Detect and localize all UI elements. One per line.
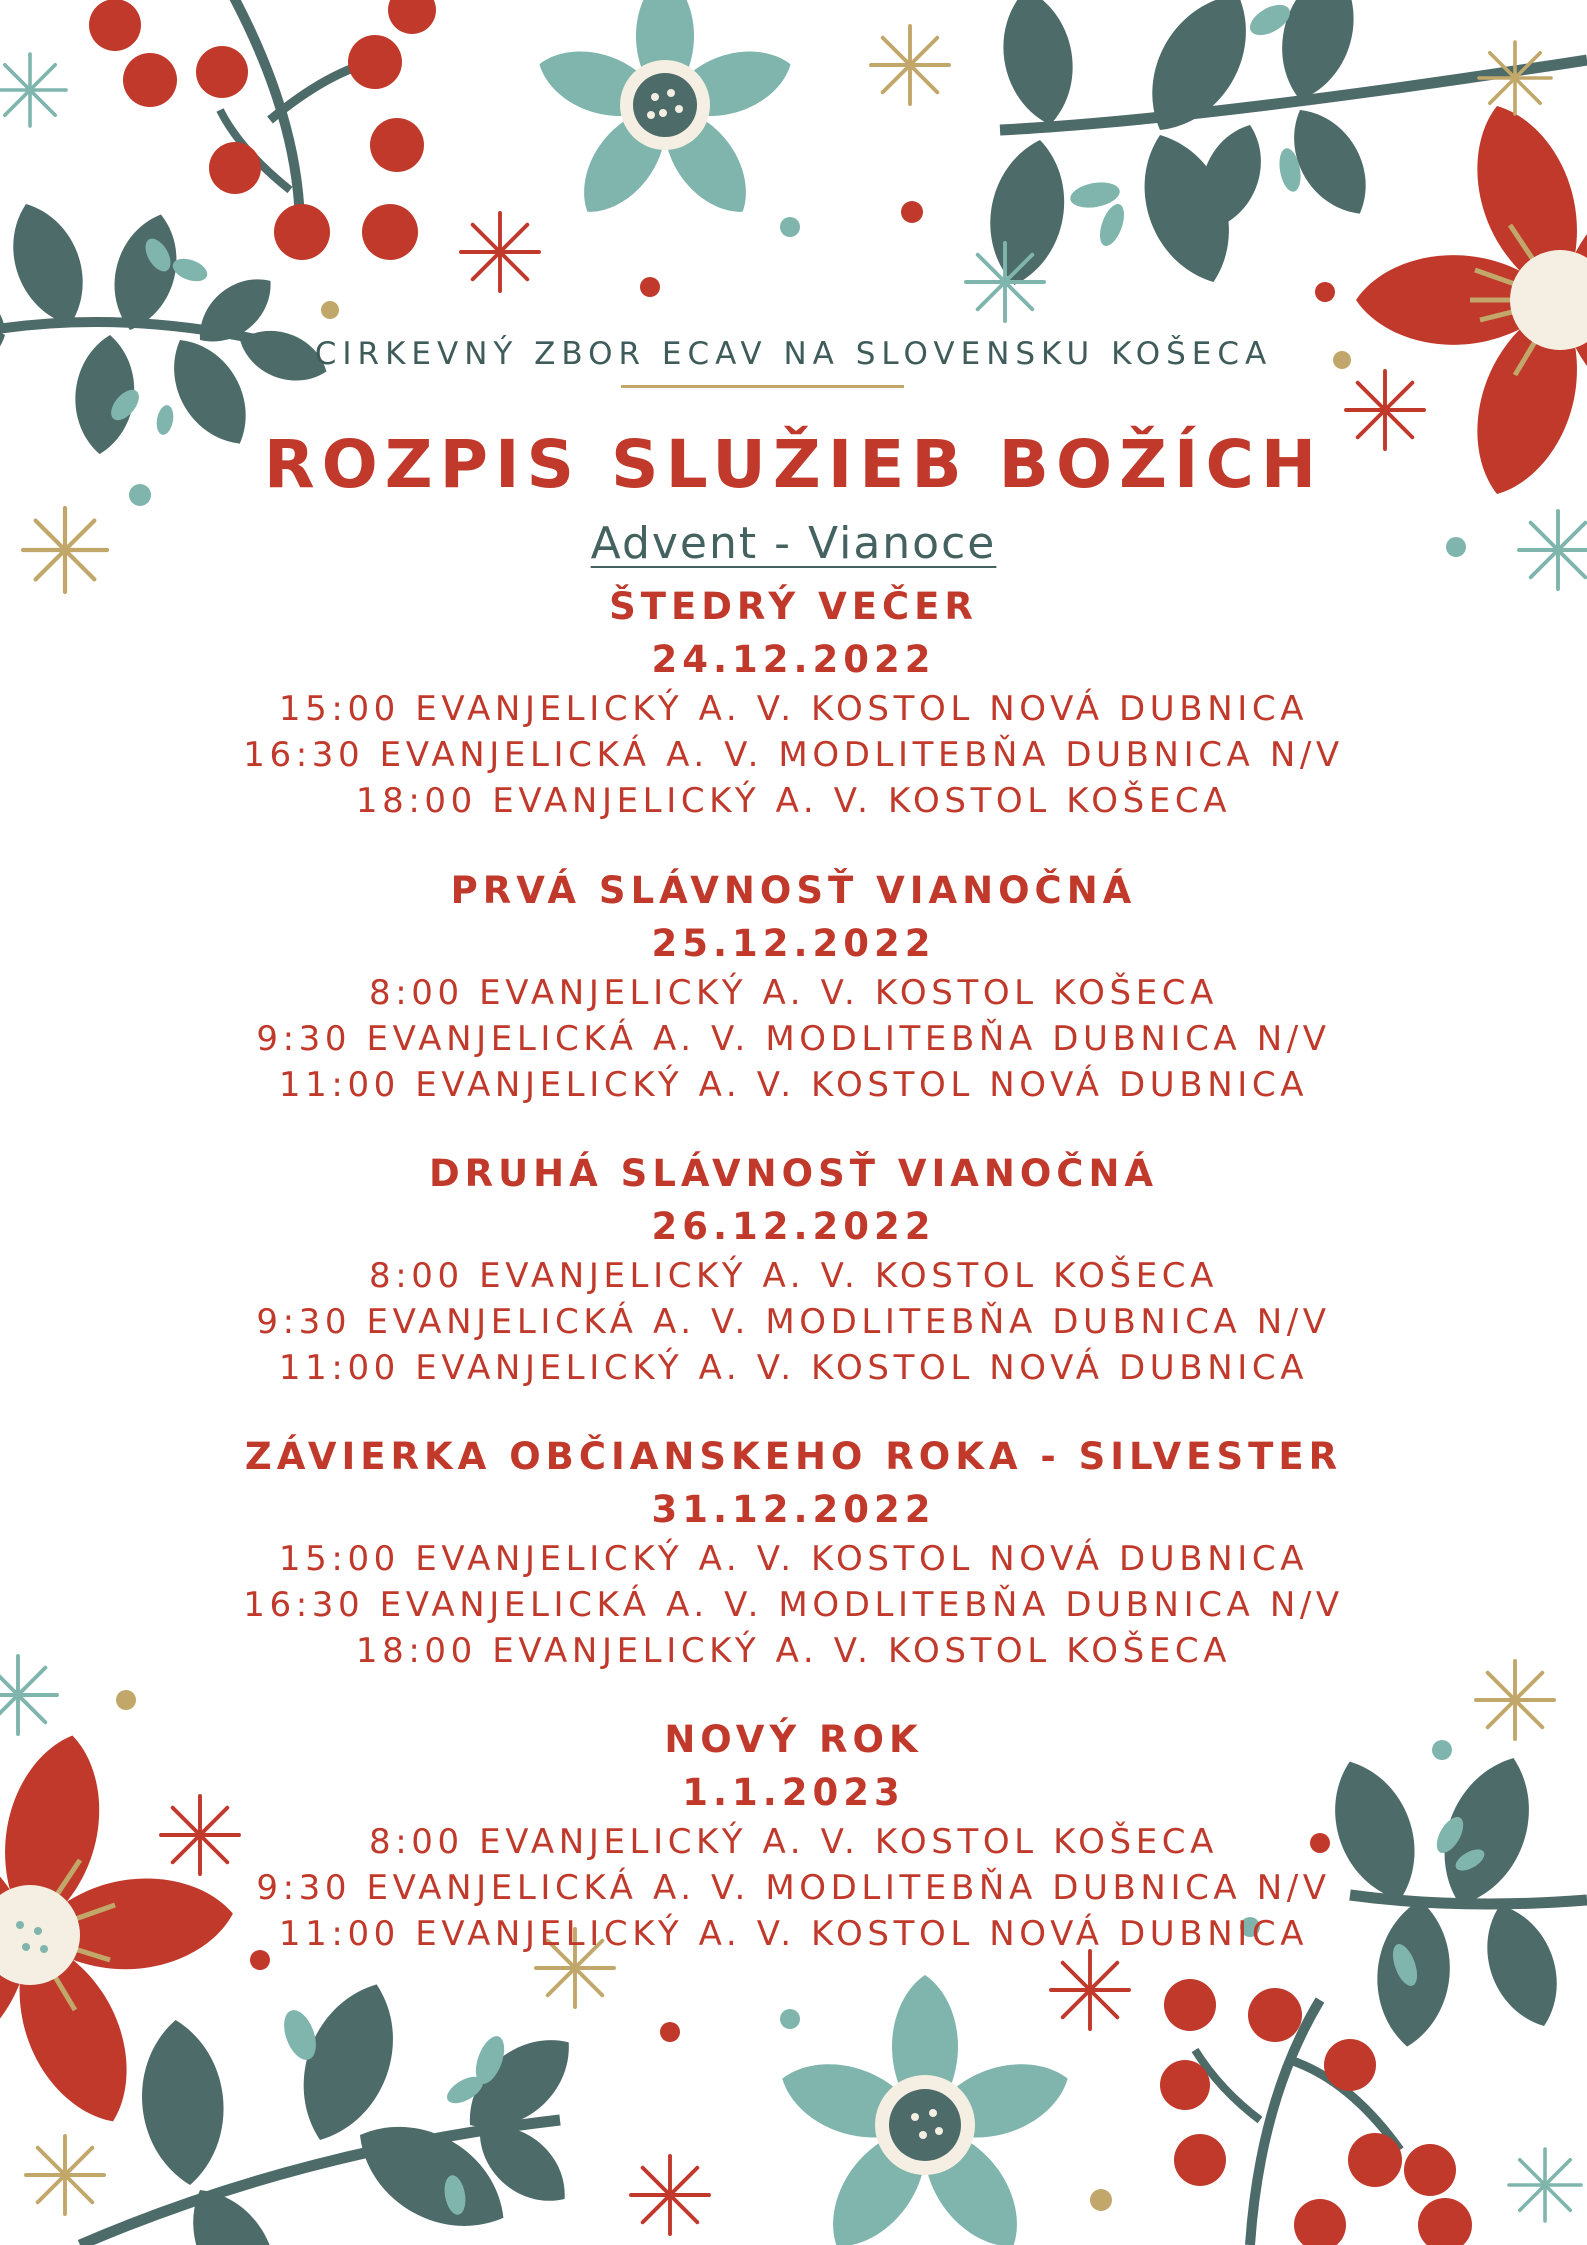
service-time-location: 11:00 EVANJELICKÝ A. V. KOSTOL NOVÁ DUBNICA [278, 1348, 1309, 1388]
organization-name: CIRKEVNÝ ZBOR ECAV NA SLOVENSKU KOŠECA [314, 336, 1273, 372]
service-block-silvester [0, 1430, 1587, 1674]
service-block-druha-slavnost [0, 1147, 1587, 1391]
service-date: 1.1.2023 [682, 1771, 905, 1814]
service-time-location: 9:30 EVANJELICKÁ A. V. MODLITEBŇA DUBNICA N/V [256, 1868, 1331, 1908]
service-time-location: 16:30 EVANJELICKÁ A. V. MODLITEBŇA DUBNICA N/V [243, 1585, 1344, 1625]
service-block-stedry-vecer [0, 580, 1587, 824]
service-time-location: 8:00 EVANJELICKÝ A. V. KOSTOL KOŠECA [369, 973, 1218, 1013]
leaf-branch-bottom-left [80, 1971, 589, 2245]
teal-flower-top [530, 0, 799, 229]
service-date: 25.12.2022 [651, 922, 936, 965]
service-time-location: 8:00 EVANJELICKÝ A. V. KOSTOL KOŠECA [369, 1256, 1218, 1296]
service-time-location: 11:00 EVANJELICKÝ A. V. KOSTOL NOVÁ DUBNICA [278, 1065, 1309, 1105]
service-time-location: 9:30 EVANJELICKÁ A. V. MODLITEBŇA DUBNICA N/V [256, 1019, 1331, 1059]
service-date: 26.12.2022 [651, 1205, 936, 1248]
service-name: DRUHÁ SLÁVNOSŤ VIANOČNÁ [428, 1152, 1159, 1195]
service-time-location: 11:00 EVANJELICKÝ A. V. KOSTOL NOVÁ DUBNICA [278, 1914, 1309, 1954]
service-name: ŠTEDRÝ VEČER [609, 585, 978, 628]
service-time-location: 15:00 EVANJELICKÝ A. V. KOSTOL NOVÁ DUBNICA [278, 1539, 1309, 1579]
holly-berry-branch-top-left [89, 0, 436, 260]
service-time-location: 8:00 EVANJELICKÝ A. V. KOSTOL KOŠECA [369, 1822, 1218, 1862]
page-subtitle: Advent - Vianoce [590, 518, 997, 569]
service-time-location: 9:30 EVANJELICKÁ A. V. MODLITEBŇA DUBNICA N/V [256, 1302, 1331, 1342]
service-name: ZÁVIERKA OBČIANSKEHO ROKA - SILVESTER [244, 1435, 1343, 1478]
page-title: ROZPIS SLUŽIEB BOŽÍCH [263, 426, 1324, 503]
teal-flower-bottom [772, 1975, 1078, 2245]
service-block-prva-slavnost [0, 864, 1587, 1108]
service-name: NOVÝ ROK [664, 1718, 923, 1761]
service-time-location: 18:00 EVANJELICKÝ A. V. KOSTOL KOŠECA [355, 1631, 1232, 1671]
service-date: 24.12.2022 [651, 638, 936, 681]
service-time-location: 16:30 EVANJELICKÁ A. V. MODLITEBŇA DUBNICA N/V [243, 735, 1344, 775]
header-divider [621, 385, 904, 388]
service-name: PRVÁ SLÁVNOSŤ VIANOČNÁ [450, 869, 1137, 912]
service-date: 31.12.2022 [651, 1488, 936, 1531]
service-time-location: 15:00 EVANJELICKÝ A. V. KOSTOL NOVÁ DUBNICA [278, 689, 1309, 729]
service-block-novy-rok [0, 1713, 1587, 1957]
service-time-location: 18:00 EVANJELICKÝ A. V. KOSTOL KOŠECA [355, 781, 1232, 821]
